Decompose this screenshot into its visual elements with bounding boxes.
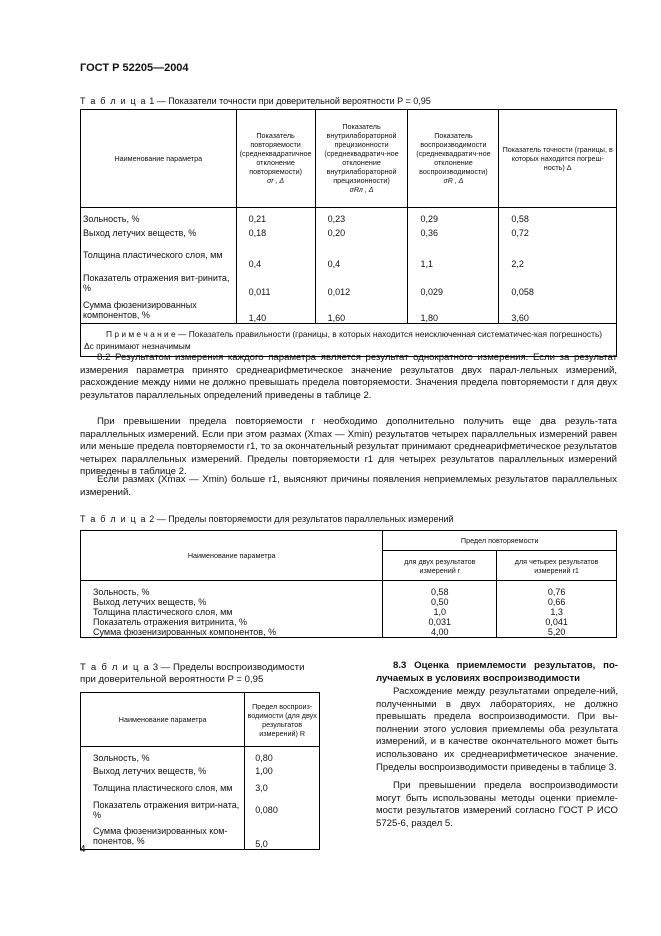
paragraph-8-2-c: Если размах (Xmax — Xmin) больше r1, выясняют причины появления неприемлемых результатов параллельных измерений. (80, 474, 617, 498)
section-8-3-paragraph-2: При превышении предела воспроизводимости могут быть использованы методы оценки приемле-мости результатов измерений согласно ГОСТ Р ИСО 5725-6, раздел 5. (376, 780, 618, 829)
table2-caption (80, 514, 454, 524)
table1-cell: 0,4 (315, 241, 408, 269)
table-row (81, 597, 617, 607)
table1-caption (80, 96, 431, 106)
table3-cell: 0,80 (245, 747, 320, 764)
table1-cell: 3,60 (499, 297, 617, 323)
table1-cell: 0,4 (236, 241, 315, 269)
table2 (80, 530, 617, 638)
table2-header-two: для двух результатов измерений r (383, 551, 497, 581)
table2-header-param: Наименование параметра (81, 531, 383, 581)
paragraph-8-2-b: При превышении предела повторяемости r необходимо дополнительно получить еще два резуль-тата параллельных измерений. Если при этом размах (Xmax — Xmin) результатов четырех параллельных измерений равен или меньше предела повторяемости r1, то за окончательный результат принимают среднеарифметическое результатов четырех параллельных измерений. Пределы повторяемости r1 для четырех результатов параллельных измерений приведены в таблице 2. (80, 416, 617, 478)
table-row (81, 617, 617, 627)
table1-caption-label: Т а б л и ц а (80, 96, 147, 106)
table3-cell: 3,0 (245, 779, 320, 797)
table1-cell: Зольность, % (81, 208, 237, 225)
table1-cell: 0,29 (408, 208, 499, 225)
table3-cell: 1,00 (245, 763, 320, 779)
table2-header-four: для четырех результатов измерений r1 (497, 551, 617, 581)
table1-header-param: Наименование параметра (81, 110, 237, 208)
table-row (81, 224, 617, 241)
table1-cell: 0,21 (236, 208, 315, 225)
document-header: ГОСТ Р 52205—2004 (80, 62, 189, 74)
table1-note: П р и м е ч а н и е — Показатель правильности (границы, в которых находится неисключенная систематичес-кая погрешность) Δc принимают незначимым (81, 323, 617, 356)
table1-cell: Толщина пластического слоя, мм (81, 241, 237, 269)
table2-cell: 0,58 (383, 581, 497, 598)
table-row (81, 607, 617, 617)
table1-cell: 0,23 (315, 208, 408, 225)
table2-cell: Сумма фюзенизированных компонентов, % (81, 627, 383, 638)
table2-cell: Показатель отражения витринита, % (81, 617, 383, 627)
table2-cell: 1,0 (383, 607, 497, 617)
table1-cell: Выход летучих веществ, % (81, 224, 237, 241)
table1-cell: 0,058 (499, 269, 617, 297)
table1-cell: 0,36 (408, 224, 499, 241)
table1-cell: 2,2 (499, 241, 617, 269)
table1-header-repeatability: Показатель повторяемости (среднеквадратичное отклонение повторяемости) σr , Δ (236, 110, 315, 208)
table3-cell: Показатель отражения витри-ната, % (81, 797, 245, 823)
table3-cell: Сумма фюзенизированных ком-понентов, % (81, 823, 245, 849)
table2-caption-text: 2 — Пределы повторяемости для результатов параллельных измерений (146, 514, 454, 524)
table-row (81, 627, 617, 638)
table1-cell: 0,72 (499, 224, 617, 241)
table-row (81, 763, 320, 779)
table1-header-accuracy: Показатель точности (границы, в которых находится погреш-ность) Δ (499, 110, 617, 208)
table2-cell: 0,041 (497, 617, 617, 627)
table1-caption-text: 1 — Показатели точности при доверительной вероятности P = 0,95 (146, 96, 431, 106)
table1-cell: 1,1 (408, 241, 499, 269)
table1-cell: 0,20 (315, 224, 408, 241)
paragraph-8-2: 8.2 Результатом измерения каждого параметра является результат однократного измерения. Если за результат измерения параметра принято среднеарифметическое значение результатов двух парал-лельных измерений, расхождение между ними не должно превышать предела повторяемости. Значения предела повторяемости r для двух результатов параллельных определений приведены в таблице 2. (80, 352, 617, 401)
table-row (81, 779, 320, 797)
table1-cell: 1,40 (236, 297, 315, 323)
table1 (80, 109, 617, 357)
table3-caption (80, 662, 320, 686)
table3 (80, 692, 320, 850)
table1-cell: 0,58 (499, 208, 617, 225)
table-row (81, 208, 617, 225)
table3-caption-text: 3 — Пределы воспроизводимости при доверительной вероятности P = 0,95 (80, 662, 305, 685)
table3-cell: Толщина пластического слоя, мм (81, 779, 245, 797)
table2-cell: 5,20 (497, 627, 617, 638)
table1-cell: Показатель отражения вит-ринита, % (81, 269, 237, 297)
table3-header-param: Наименование параметра (81, 693, 245, 747)
table2-cell: 0,50 (383, 597, 497, 607)
table3-caption-label: Т а б л и ц а (80, 662, 151, 673)
table2-header-row (81, 531, 617, 551)
table2-cell: 4,00 (383, 627, 497, 638)
table1-header-precision: Показатель внутрилабораторной прецизионности (среднеквадратич-ное отклонение внутрилабораторной прецизионности) σRл , Δ (315, 110, 408, 208)
table1-cell: 0,012 (315, 269, 408, 297)
table3-cell: 5,0 (245, 823, 320, 849)
table1-cell: Сумма фюзенизированных компонентов, % (81, 297, 237, 323)
table2-cell: 0,66 (497, 597, 617, 607)
table3-cell: Выход летучих веществ, % (81, 763, 245, 779)
section-8-3-heading: 8.3 Оценка приемлемости результатов, по-лучаемых в условиях воспроизводимости (376, 660, 618, 684)
table2-cell: Толщина пластического слоя, мм (81, 607, 383, 617)
table1-header-reproducibility: Показатель воспроизводимости (среднеквадратич-ное отклонение воспроизводимости) σR , Δ (408, 110, 499, 208)
table-row (81, 269, 617, 297)
table2-header-group: Предел повторяемости (383, 531, 617, 551)
table-row (81, 297, 617, 323)
section-8-3-paragraph-1: Расхождение между результатами определе-ний, полученными в двух лабораториях, не должно превышать предела воспроизводимости. При вы-полнении этого условия приемлемы оба результата измерений, и в качестве окончательного может быть использовано их среднеарифметическое значение. Пределы воспроизводимости приведены в таблице 3. (376, 686, 618, 773)
table1-cell: 1,60 (315, 297, 408, 323)
table3-header-row (81, 693, 320, 747)
table2-caption-label: Т а б л и ц а (80, 514, 147, 524)
table-row (81, 797, 320, 823)
table2-cell: Выход летучих веществ, % (81, 597, 383, 607)
table-row (81, 241, 617, 269)
table1-header-row (81, 110, 617, 208)
table3-cell: 0,080 (245, 797, 320, 823)
table-row (81, 747, 320, 764)
table2-cell: 1,3 (497, 607, 617, 617)
table1-cell: 1,80 (408, 297, 499, 323)
table-row (81, 581, 617, 598)
table2-cell: Зольность, % (81, 581, 383, 598)
table1-cell: 0,011 (236, 269, 315, 297)
table2-cell: 0,76 (497, 581, 617, 598)
table3-header-value: Предел воспроиз-водимости (для двух результатов измерений) R (245, 693, 320, 747)
page-number: 4 (80, 844, 86, 855)
table1-cell: 0,029 (408, 269, 499, 297)
table2-cell: 0,031 (383, 617, 497, 627)
table-row (81, 823, 320, 849)
table1-cell: 0,18 (236, 224, 315, 241)
table3-cell: Зольность, % (81, 747, 245, 764)
